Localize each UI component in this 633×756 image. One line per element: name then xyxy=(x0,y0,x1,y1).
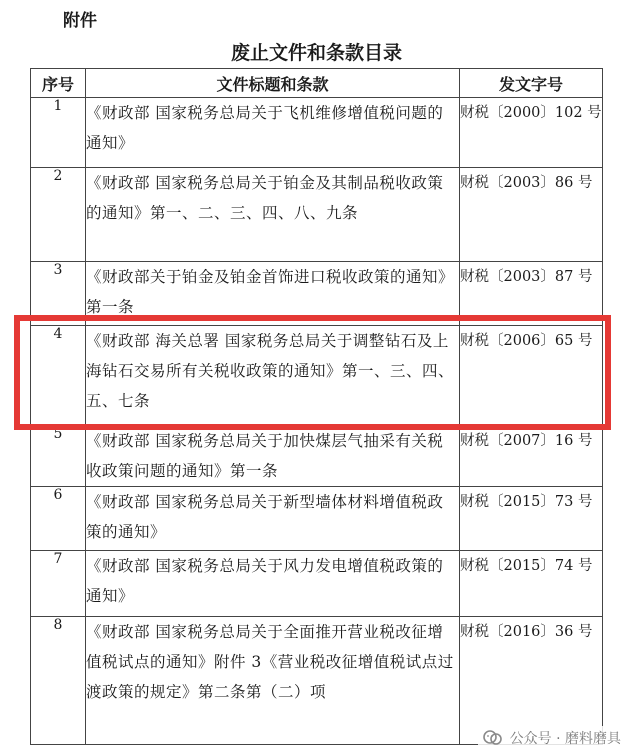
attachment-label: 附件 xyxy=(63,11,97,31)
row-title: 《财政部 国家税务总局关于新型墙体材料增值税政策的通知》 xyxy=(86,487,460,551)
row-document-number: 财税〔2015〕74 号 xyxy=(460,551,603,617)
row-number: 5 xyxy=(31,426,86,487)
row-document-number: 财税〔2016〕36 号 xyxy=(460,617,603,745)
row-title: 《财政部 国家税务总局关于风力发电增值税政策的通知》 xyxy=(86,551,460,617)
row-number: 2 xyxy=(31,168,86,262)
row-number: 7 xyxy=(31,551,86,617)
repealed-documents-table xyxy=(30,68,603,745)
column-header-title: 文件标题和条款 xyxy=(86,69,460,98)
table-row xyxy=(31,551,603,617)
column-header-document-number: 发文字号 xyxy=(460,69,603,98)
watermark-text: 公众号 · 磨料磨具 xyxy=(509,731,621,747)
row-number: 4 xyxy=(31,326,86,426)
row-number: 8 xyxy=(31,617,86,745)
row-title: 《财政部关于铂金及铂金首饰进口税收政策的通知》第一条 xyxy=(86,262,460,326)
table-row xyxy=(31,262,603,326)
row-document-number: 财税〔2006〕65 号 xyxy=(460,326,603,426)
table-row xyxy=(31,98,603,168)
page-title: 废止文件和条款目录 xyxy=(230,42,402,64)
row-document-number: 财税〔2015〕73 号 xyxy=(460,487,603,551)
table-row xyxy=(31,487,603,551)
row-title: 《财政部 海关总署 国家税务总局关于调整钻石及上海钻石交易所有关税收政策的通知》第一、三、四、五、七条 xyxy=(86,326,460,426)
row-document-number: 财税〔2003〕87 号 xyxy=(460,262,603,326)
row-title: 《财政部 国家税务总局关于铂金及其制品税收政策的通知》第一、二、三、四、八、九条 xyxy=(86,168,460,262)
row-document-number: 财税〔2007〕16 号 xyxy=(460,426,603,487)
row-document-number: 财税〔2000〕102 号 xyxy=(460,98,603,168)
row-title: 《财政部 国家税务总局关于飞机维修增值税问题的通知》 xyxy=(86,98,460,168)
wechat-official-account-icon xyxy=(482,729,504,747)
row-title: 《财政部 国家税务总局关于加快煤层气抽采有关税收政策问题的通知》第一条 xyxy=(86,426,460,487)
row-number: 3 xyxy=(31,262,86,326)
table-row xyxy=(31,426,603,487)
row-number: 6 xyxy=(31,487,86,551)
row-document-number: 财税〔2003〕86 号 xyxy=(460,168,603,262)
column-header-number: 序号 xyxy=(31,69,86,98)
table-row xyxy=(31,326,603,426)
watermark xyxy=(478,726,625,750)
table-header-row xyxy=(31,69,603,98)
table-row xyxy=(31,168,603,262)
row-number: 1 xyxy=(31,98,86,168)
row-title: 《财政部 国家税务总局关于全面推开营业税改征增值税试点的通知》附件 3《营业税改征增值税试点过渡政策的规定》第二条第（二）项 xyxy=(86,617,460,745)
